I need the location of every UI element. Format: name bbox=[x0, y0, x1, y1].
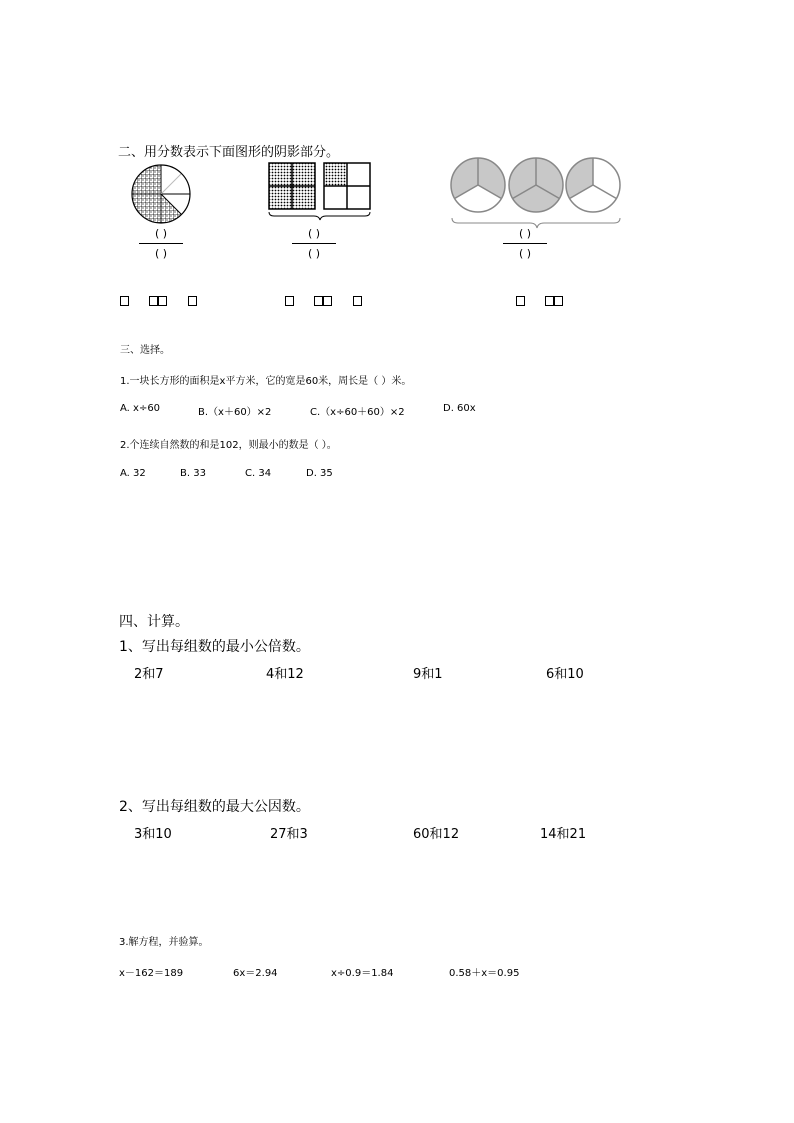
section2-heading: 二、用分数表示下面图形的阴影部分。 bbox=[118, 145, 340, 160]
equation-2: 6x＝2.94 bbox=[233, 968, 278, 979]
lcm-item-2: 4和12 bbox=[266, 667, 304, 682]
lcm-item-3: 9和1 bbox=[413, 667, 443, 682]
section3-heading: 三、选择。 bbox=[120, 345, 170, 356]
fraction-denominator: ( ) bbox=[518, 247, 532, 260]
question-2-option-b[interactable]: B. 33 bbox=[180, 468, 206, 479]
missing-glyph-icon bbox=[554, 296, 563, 306]
question-2: 2.个连续自然数的和是102，则最小的数是（ ）。 bbox=[120, 440, 337, 451]
lcm-subheading: 1、写出每组数的最小公倍数。 bbox=[119, 639, 310, 655]
question-1-option-c[interactable]: C.（x÷60＋60）×2 bbox=[310, 407, 405, 418]
equation-3: x÷0.9＝1.84 bbox=[331, 968, 394, 979]
fraction-blank-1[interactable] bbox=[139, 227, 183, 261]
fraction-blank-2[interactable] bbox=[292, 227, 336, 261]
fraction-blank-3[interactable] bbox=[503, 227, 547, 261]
fraction-numerator: ( ) bbox=[154, 227, 168, 240]
figure-hatched-circle bbox=[129, 162, 193, 226]
missing-glyph-icon bbox=[285, 296, 294, 306]
question-1-option-b[interactable]: B.（x＋60）×2 bbox=[198, 407, 272, 418]
fraction-denominator: ( ) bbox=[154, 247, 168, 260]
missing-glyph-icon bbox=[158, 296, 167, 306]
missing-glyph-icon bbox=[353, 296, 362, 306]
missing-glyph-icon bbox=[120, 296, 129, 306]
question-2-option-c[interactable]: C. 34 bbox=[245, 468, 272, 479]
glyph-placeholder-group-3 bbox=[516, 290, 563, 309]
missing-glyph-icon bbox=[314, 296, 323, 306]
glyph-placeholder-group-1 bbox=[120, 290, 197, 309]
fraction-numerator: ( ) bbox=[307, 227, 321, 240]
circle-three bbox=[566, 158, 620, 212]
question-2-option-a[interactable]: A. 32 bbox=[120, 468, 146, 479]
missing-glyph-icon bbox=[323, 296, 332, 306]
gcd-subheading: 2、写出每组数的最大公因数。 bbox=[119, 799, 310, 815]
circle-two bbox=[509, 158, 563, 212]
lcm-item-4: 6和10 bbox=[546, 667, 584, 682]
gcd-item-3: 60和12 bbox=[413, 827, 460, 842]
glyph-placeholder-group-2 bbox=[285, 290, 362, 309]
question-2-option-d[interactable]: D. 35 bbox=[306, 468, 333, 479]
fraction-bar bbox=[292, 243, 336, 244]
missing-glyph-icon bbox=[516, 296, 525, 306]
equation-1: x－162＝189 bbox=[119, 968, 184, 979]
fraction-bar bbox=[139, 243, 183, 244]
lcm-item-1: 2和7 bbox=[134, 667, 164, 682]
equation-4: 0.58＋x＝0.95 bbox=[449, 968, 520, 979]
question-1: 1.一块长方形的面积是x平方米，它的宽是60米，周长是（ ）米。 bbox=[120, 376, 412, 387]
question-1-option-a[interactable]: A. x÷60 bbox=[120, 403, 161, 414]
section4-heading: 四、计算。 bbox=[119, 614, 189, 630]
missing-glyph-icon bbox=[188, 296, 197, 306]
equation-subheading: 3.解方程，并验算。 bbox=[119, 937, 209, 948]
fraction-bar bbox=[503, 243, 547, 244]
question-1-option-d[interactable]: D. 60x bbox=[443, 403, 476, 414]
circle-one bbox=[451, 158, 505, 212]
missing-glyph-icon bbox=[545, 296, 554, 306]
missing-glyph-icon bbox=[149, 296, 158, 306]
gcd-item-1: 3和10 bbox=[134, 827, 172, 842]
fraction-numerator: ( ) bbox=[518, 227, 532, 240]
gcd-item-2: 27和3 bbox=[270, 827, 308, 842]
fraction-denominator: ( ) bbox=[307, 247, 321, 260]
figure-dotted-squares bbox=[268, 162, 372, 226]
gcd-item-4: 14和21 bbox=[540, 827, 587, 842]
figure-three-circles bbox=[450, 156, 622, 238]
